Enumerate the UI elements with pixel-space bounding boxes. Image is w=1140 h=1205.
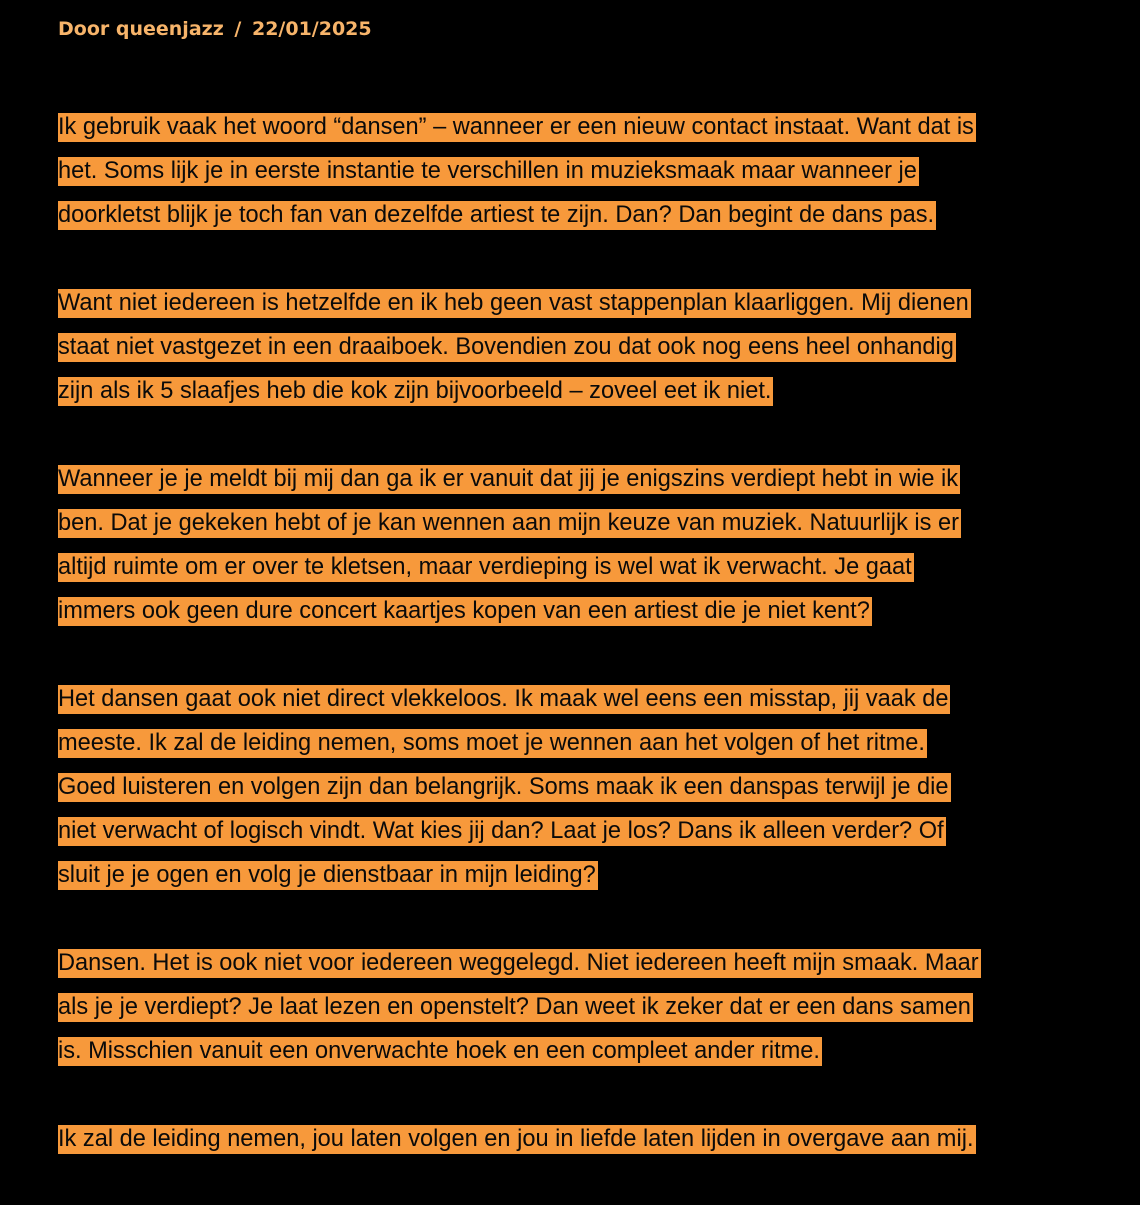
author-link[interactable]: queenjazz (115, 18, 224, 40)
paragraph-1 (58, 105, 1118, 237)
highlighted-line: altijd ruimte om er over te kletsen, maar verdieping is wel wat ik verwacht. Je gaat (58, 554, 912, 580)
highlighted-line: Het dansen gaat ook niet direct vlekkeloos. Ik maak wel eens een misstap, jij vaak de (58, 686, 949, 712)
meta-separator: / (234, 18, 242, 40)
author-prefix: Door (58, 18, 110, 40)
highlighted-line: Ik zal de leiding nemen, jou laten volgen en jou in liefde laten lijden in overgave aan mij. (58, 1126, 974, 1152)
post-content (58, 105, 1118, 1205)
highlighted-line: doorkletst blijk je toch fan van dezelfde artiest te zijn. Dan? Dan begint de dans pas. (58, 202, 935, 228)
post-meta (58, 17, 372, 41)
post-date: 22/01/2025 (251, 18, 372, 40)
highlighted-line: Dansen. Het is ook niet voor iedereen weggelegd. Niet iedereen heeft mijn smaak. Maar (58, 950, 979, 976)
paragraph-3 (58, 457, 1118, 633)
highlighted-line: Goed luisteren en volgen zijn dan belangrijk. Soms maak ik een danspas terwijl je die (58, 774, 949, 800)
paragraph-5 (58, 941, 1118, 1073)
highlighted-line: immers ook geen dure concert kaartjes kopen van een artiest die je niet kent? (58, 598, 870, 624)
highlighted-line: zijn als ik 5 slaafjes heb die kok zijn bijvoorbeeld – zoveel eet ik niet. (58, 378, 772, 404)
paragraph-2 (58, 281, 1118, 413)
highlighted-line: is. Misschien vanuit een onverwachte hoek en een compleet ander ritme. (58, 1038, 820, 1064)
highlighted-line: niet verwacht of logisch vindt. Wat kies jij dan? Laat je los? Dans ik alleen verder? Of (58, 818, 944, 844)
paragraph-6 (58, 1117, 1118, 1161)
paragraph-4 (58, 677, 1118, 897)
highlighted-line: staat niet vastgezet in een draaiboek. Bovendien zou dat ook nog eens heel onhandig (58, 334, 954, 360)
highlighted-line: als je je verdiept? Je laat lezen en openstelt? Dan weet ik zeker dat er een dans samen (58, 994, 971, 1020)
highlighted-line: het. Soms lijk je in eerste instantie te verschillen in muzieksmaak maar wanneer je (58, 158, 917, 184)
highlighted-line: sluit je je ogen en volg je dienstbaar in mijn leiding? (58, 862, 596, 888)
highlighted-line: ben. Dat je gekeken hebt of je kan wennen aan mijn keuze van muziek. Natuurlijk is er (58, 510, 959, 536)
highlighted-line: Want niet iedereen is hetzelfde en ik heb geen vast stappenplan klaarliggen. Mij dienen (58, 290, 969, 316)
highlighted-line: Ik gebruik vaak het woord “dansen” – wanneer er een nieuw contact instaat. Want dat is (58, 114, 974, 140)
highlighted-line: Wanneer je je meldt bij mij dan ga ik er vanuit dat jij je enigszins verdiept hebt in wie ik (58, 466, 959, 492)
highlighted-line: meeste. Ik zal de leiding nemen, soms moet je wennen aan het volgen of het ritme. (58, 730, 925, 756)
